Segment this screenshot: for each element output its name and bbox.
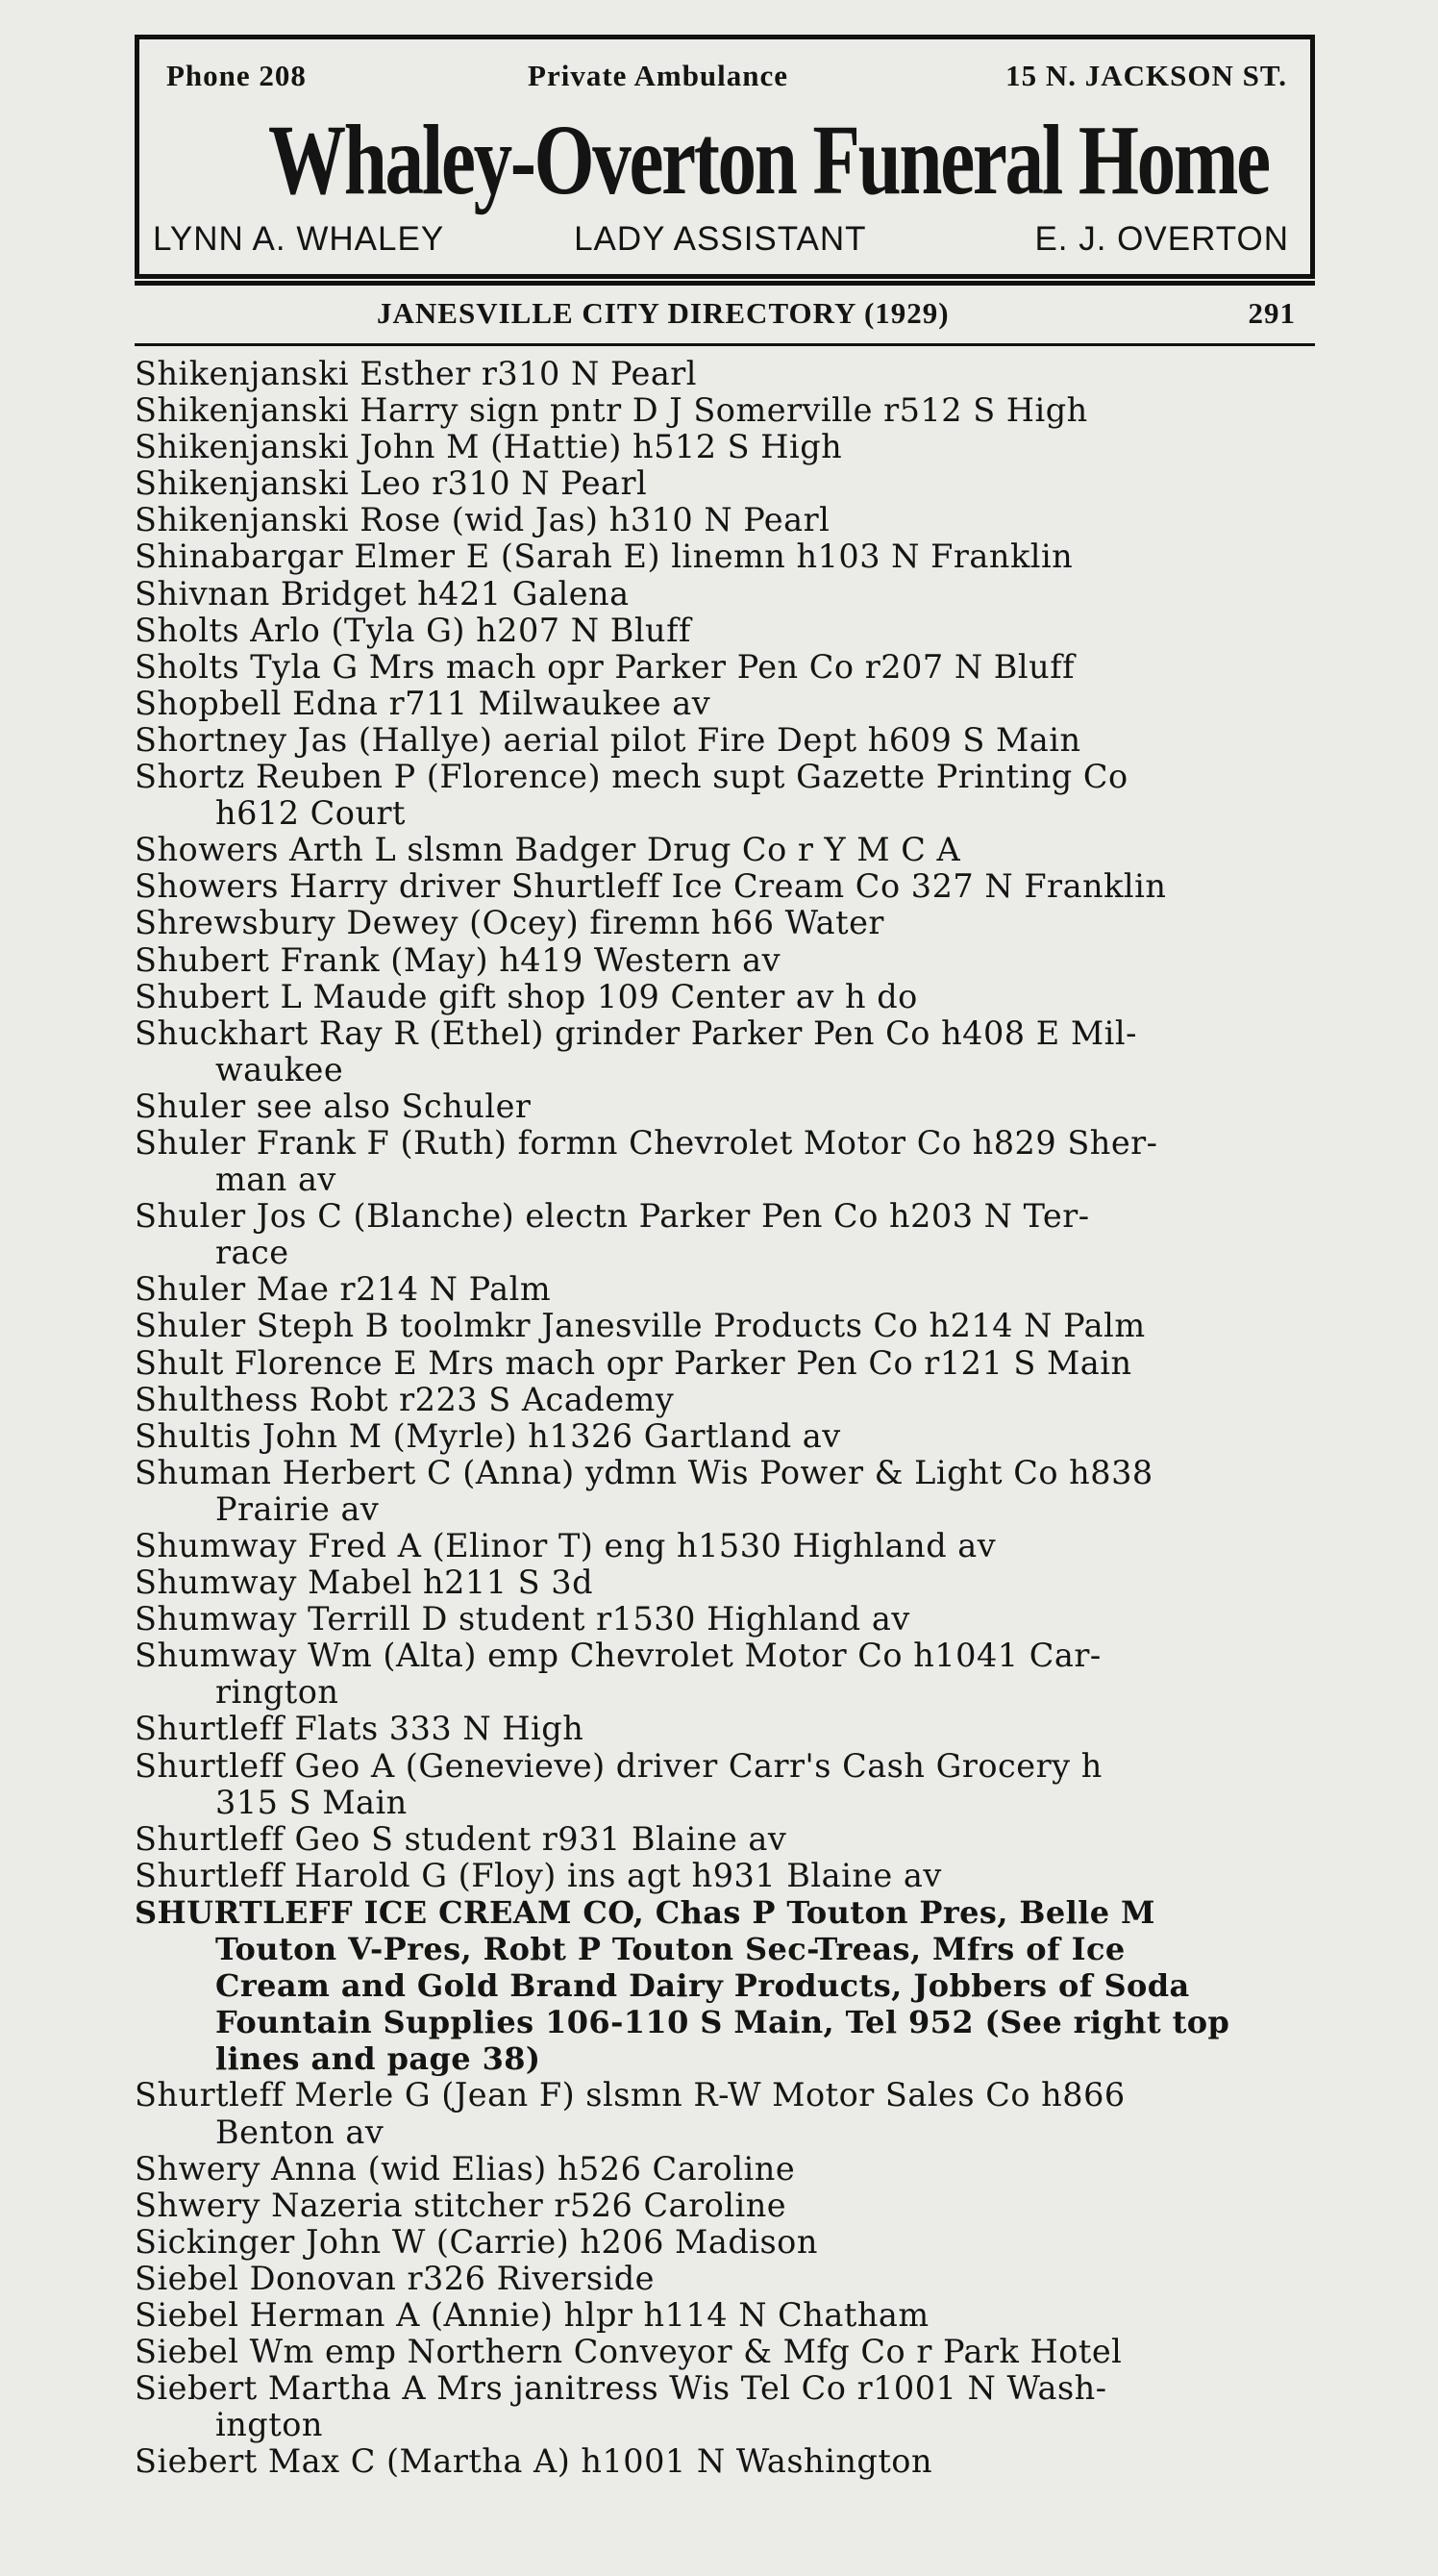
entry-line: Shulthess Robt r223 S Academy xyxy=(135,1380,675,1418)
entry-line: Sickinger John W (Carrie) h206 Madison xyxy=(135,2222,818,2261)
entry-line: Shumway Terrill D student r1530 Highland av xyxy=(135,1600,910,1638)
entry-line: Shubert L Maude gift shop 109 Center av h do xyxy=(135,977,918,1015)
entry-continuation-line: waukee xyxy=(215,1050,344,1088)
directory-entry xyxy=(135,2370,1323,2443)
ad-assistant: LADY ASSISTANT xyxy=(574,220,867,258)
directory-entry xyxy=(135,2297,1323,2334)
directory-entry xyxy=(135,868,1323,905)
directory-entry xyxy=(135,722,1323,759)
directory-title: JANESVILLE CITY DIRECTORY (1929) xyxy=(377,296,950,330)
entry-line: Siebel Donovan r326 Riverside xyxy=(135,2259,655,2297)
directory-entry xyxy=(135,1564,1323,1601)
directory-entry xyxy=(135,465,1323,502)
directory-entry xyxy=(135,686,1323,722)
directory-entry xyxy=(135,1015,1323,1088)
entry-line: Shultis John M (Myrle) h1326 Gartland av xyxy=(135,1416,841,1455)
entry-line: Shwery Nazeria stitcher r526 Caroline xyxy=(135,2186,787,2224)
entry-line: Siebel Herman A (Annie) hlpr h114 N Chatham xyxy=(135,2295,930,2334)
directory-entry xyxy=(135,429,1323,465)
entry-line: Shikenjanski Harry sign pntr D J Somerville r512 S High xyxy=(135,391,1088,430)
directory-entry xyxy=(135,1271,1323,1308)
entry-line: Shuler Frank F (Ruth) formn Chevrolet Motor Co h829 Sher- xyxy=(135,1123,1158,1162)
entry-continuation-line: race xyxy=(215,1234,289,1272)
entry-line: Shopbell Edna r711 Milwaukee av xyxy=(135,684,711,722)
entry-line: Shuler see also Schuler xyxy=(135,1087,532,1125)
header-rule-bottom xyxy=(135,343,1315,346)
entry-continuation-line: ington xyxy=(215,2406,323,2444)
entry-line: Shivnan Bridget h421 Galena xyxy=(135,574,630,613)
entry-line: Shortney Jas (Hallye) aerial pilot Fire Dept h609 S Main xyxy=(135,720,1081,759)
entry-line: Shinabargar Elmer E (Sarah E) linemn h103 N Franklin xyxy=(135,538,1074,576)
directory-entry xyxy=(135,392,1323,429)
entry-line: Siebel Wm emp Northern Conveyor & Mfg Co r Park Hotel xyxy=(135,2333,1123,2371)
entry-continuation-line: 315 S Main xyxy=(215,1783,408,1821)
entry-line: Shult Florence E Mrs mach opr Parker Pen Co r121 S Main xyxy=(135,1343,1132,1382)
entry-line: Shumway Wm (Alta) emp Chevrolet Motor Co h1041 Car- xyxy=(135,1637,1102,1675)
entry-continuation-line: Benton av xyxy=(215,2113,384,2151)
directory-entry xyxy=(135,2077,1323,2150)
directory-entry xyxy=(135,2334,1323,2370)
directory-entry xyxy=(135,979,1323,1015)
directory-entry xyxy=(135,1821,1323,1858)
directory-entry xyxy=(135,1528,1323,1564)
directory-entry xyxy=(135,759,1323,832)
entry-line: Sholts Arlo (Tyla G) h207 N Bluff xyxy=(135,611,691,649)
directory-entry xyxy=(135,1308,1323,1344)
directory-entry xyxy=(135,649,1323,686)
entry-line: Siebert Max C (Martha A) h1001 N Washington xyxy=(135,2442,933,2481)
directory-entry xyxy=(135,1345,1323,1382)
entry-line: Shuler Mae r214 N Palm xyxy=(135,1270,552,1309)
directory-entry xyxy=(135,832,1323,868)
directory-entry xyxy=(135,356,1323,392)
directory-entry xyxy=(135,1638,1323,1711)
entry-line: Shurtleff Harold G (Floy) ins agt h931 Blaine av xyxy=(135,1856,942,1894)
ad-bottom-row xyxy=(153,220,1289,259)
entry-continuation-line: Fountain Supplies 106-110 S Main, Tel 952 (See right top xyxy=(215,2004,1230,2041)
entry-line: Showers Arth L slsmn Badger Drug Co r Y M C A xyxy=(135,831,961,869)
directory-entry xyxy=(135,1088,1323,1125)
ad-owner-left: LYNN A. WHALEY xyxy=(153,220,445,258)
entry-line: Sholts Tyla G Mrs mach opr Parker Pen Co r207 N Bluff xyxy=(135,647,1075,686)
entry-line: Shurtleff Merle G (Jean F) slsmn R-W Motor Sales Co h866 xyxy=(135,2076,1126,2114)
entry-continuation-line: lines and page 38) xyxy=(215,2040,541,2078)
directory-entry xyxy=(135,2188,1323,2224)
directory-listing xyxy=(135,356,1323,2480)
page-number: 291 xyxy=(1248,296,1296,330)
directory-entry xyxy=(135,1858,1323,1894)
entry-line: Shwery Anna (wid Elias) h526 Caroline xyxy=(135,2149,796,2188)
ad-phone: Phone 208 xyxy=(166,59,307,92)
entry-continuation-line: h612 Court xyxy=(215,794,407,833)
entry-line: Shrewsbury Dewey (Ocey) firemn h66 Water xyxy=(135,904,884,942)
directory-entry xyxy=(135,1601,1323,1638)
entry-line: Siebert Martha A Mrs janitress Wis Tel Co r1001 N Wash- xyxy=(135,2369,1107,2408)
directory-entry xyxy=(135,1382,1323,1418)
entry-continuation-line: Prairie av xyxy=(215,1489,380,1528)
entry-line: Shikenjanski Leo r310 N Pearl xyxy=(135,464,648,503)
directory-entry xyxy=(135,1198,1323,1271)
entry-line: Shikenjanski Esther r310 N Pearl xyxy=(135,355,698,392)
entry-line: Shubert Frank (May) h419 Western av xyxy=(135,940,781,979)
entry-line: Shumway Mabel h211 S 3d xyxy=(135,1563,594,1602)
entry-line: Showers Harry driver Shurtleff Ice Cream Co 327 N Franklin xyxy=(135,867,1167,906)
directory-entry xyxy=(135,2443,1323,2480)
directory-entry xyxy=(135,576,1323,613)
entry-line: Shikenjanski John M (Hattie) h512 S High xyxy=(135,428,843,466)
header-rule-top xyxy=(135,281,1315,286)
directory-entry-business xyxy=(135,1894,1323,2077)
directory-entry xyxy=(135,1455,1323,1528)
directory-entry xyxy=(135,2151,1323,2188)
ad-owner-right: E. J. OVERTON xyxy=(1034,220,1289,258)
directory-entry xyxy=(135,1748,1323,1821)
entry-continuation-line: Touton V-Pres, Robt P Touton Sec-Treas, Mfrs of Ice xyxy=(215,1931,1126,1968)
directory-entry xyxy=(135,1418,1323,1455)
entry-line: Shurtleff Flats 333 N High xyxy=(135,1710,584,1748)
ad-top-row xyxy=(166,59,1287,93)
directory-entry xyxy=(135,1711,1323,1747)
directory-entry xyxy=(135,613,1323,649)
entry-line: Shuler Steph B toolmkr Janesville Products Co h214 N Palm xyxy=(135,1307,1146,1345)
entry-line: SHURTLEFF ICE CREAM CO, Chas P Touton Pres, Belle M xyxy=(135,1893,1155,1931)
funeral-home-advertisement xyxy=(135,35,1315,279)
directory-entry xyxy=(135,2224,1323,2261)
entry-continuation-line: Cream and Gold Brand Dairy Products, Jobbers of Soda xyxy=(215,1967,1190,2005)
entry-line: Shurtleff Geo S student r931 Blaine av xyxy=(135,1819,787,1858)
ad-service: Private Ambulance xyxy=(528,59,789,92)
directory-entry xyxy=(135,2261,1323,2297)
entry-line: Shuman Herbert C (Anna) ydmn Wis Power & Light Co h838 xyxy=(135,1453,1153,1491)
ad-address: 15 N. JACKSON ST. xyxy=(1005,59,1287,92)
entry-continuation-line: man av xyxy=(215,1161,336,1199)
entry-line: Shikenjanski Rose (wid Jas) h310 N Pearl xyxy=(135,501,831,539)
directory-entry xyxy=(135,905,1323,941)
entry-continuation-line: rington xyxy=(215,1673,339,1712)
entry-line: Shortz Reuben P (Florence) mech supt Gazette Printing Co xyxy=(135,758,1128,796)
ad-title: Whaley-Overton Funeral Home xyxy=(267,105,1269,215)
entry-line: Shuler Jos C (Blanche) electn Parker Pen Co h203 N Ter- xyxy=(135,1197,1090,1236)
directory-entry xyxy=(135,1125,1323,1198)
directory-entry xyxy=(135,942,1323,979)
directory-entry xyxy=(135,538,1323,575)
entry-line: Shumway Fred A (Elinor T) eng h1530 Highland av xyxy=(135,1527,997,1564)
entry-line: Shuckhart Ray R (Ethel) grinder Parker Pen Co h408 E Mil- xyxy=(135,1013,1137,1052)
directory-entry xyxy=(135,502,1323,538)
entry-line: Shurtleff Geo A (Genevieve) driver Carr's Cash Grocery h xyxy=(135,1746,1103,1785)
